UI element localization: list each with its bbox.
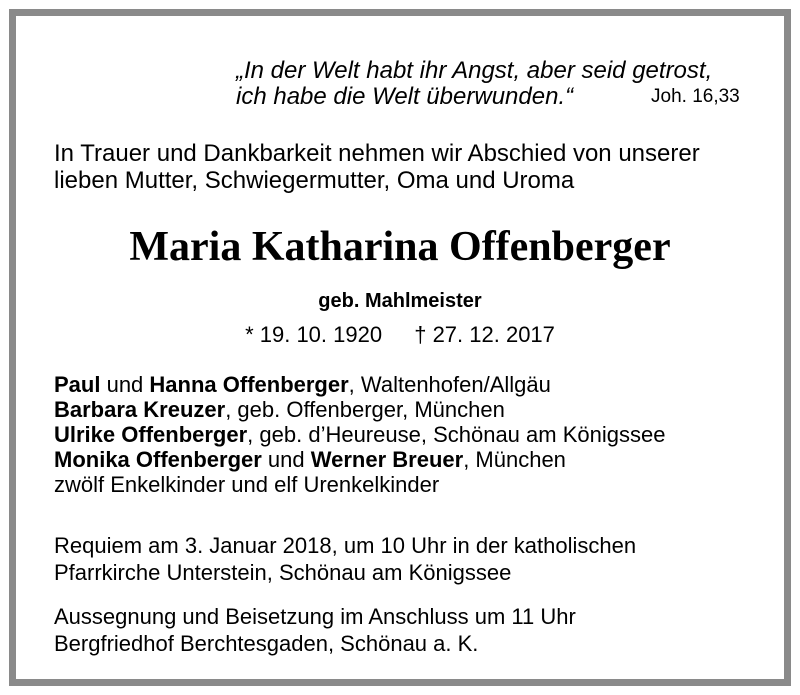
mourner-name: Hanna Offenberger (149, 372, 349, 397)
mourner-detail: , München (463, 447, 566, 472)
mourner-row (54, 447, 665, 472)
life-dates (16, 320, 784, 350)
intro-line-1: In Trauer und Dankbarkeit nehmen wir Abschied von unserer (54, 140, 700, 167)
mourner-detail: , geb. Offenberger, München (225, 397, 505, 422)
mourners-list (54, 372, 665, 497)
mourner-name: Paul (54, 372, 101, 397)
deceased-name: Maria Katharina Offenberger (129, 224, 671, 270)
death-date: † 27. 12. 2017 (414, 322, 555, 347)
intro-text (54, 140, 700, 194)
mourner-connector: und (100, 372, 150, 397)
mourner-row (54, 422, 665, 447)
burial-line-2: Bergfriedhof Berchtesgaden, Schönau a. K. (54, 631, 479, 656)
mourner-name: Ulrike Offenberger (54, 422, 248, 447)
requiem-line-2: Pfarrkirche Unterstein, Schönau am Königssee (54, 560, 512, 585)
quote-line-1: „In der Welt habt ihr Angst, aber seid getrost, (236, 57, 713, 84)
requiem-line-1: Requiem am 3. Januar 2018, um 10 Uhr in der katholischen (54, 533, 637, 558)
grandchildren-line: zwölf Enkelkinder und elf Urenkelkinder (54, 472, 440, 497)
mourner-detail: , Waltenhofen/Allgäu (348, 372, 551, 397)
maiden-name: geb. Mahlmeister (318, 290, 482, 312)
birth-date: * 19. 10. 1920 (245, 322, 383, 347)
mourner-connector: und (261, 447, 311, 472)
intro-line-2: lieben Mutter, Schwiegermutter, Oma und Uroma (54, 167, 575, 194)
burial-line-1: Aussegnung und Beisetzung im Anschluss um 11 Uhr (54, 604, 576, 629)
quote-reference: Joh. 16,33 (651, 86, 740, 107)
burial-info (54, 603, 576, 657)
obituary-notice (9, 9, 791, 686)
requiem-info (54, 532, 636, 586)
mourner-row (54, 372, 665, 397)
mourner-name: Barbara Kreuzer (54, 397, 226, 422)
mourner-name: Monika Offenberger (54, 447, 262, 472)
quote-line-2: ich habe die Welt überwunden.“ (236, 83, 574, 110)
mourner-name: Werner Breuer (310, 447, 464, 472)
mourner-detail: , geb. d’Heureuse, Schönau am Königssee (247, 422, 666, 447)
bible-quote (236, 57, 740, 110)
mourner-row (54, 397, 665, 422)
